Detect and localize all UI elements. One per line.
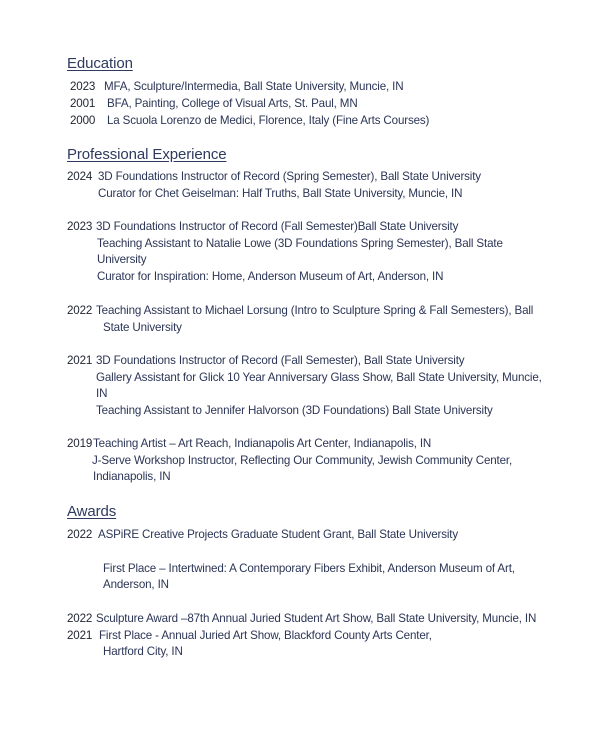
awards-entry: ASPiRE Creative Projects Graduate Student Grant, Ball State University [98, 528, 459, 541]
experience-entry: Teaching Assistant to Natalie Lowe (3D Foundations Spring Semester), Ball State [97, 237, 503, 250]
experience-year: 2022 [67, 304, 93, 317]
experience-year: 2024 [67, 170, 93, 183]
awards-entry: First Place – Intertwined: A Contemporary Fibers Exhibit, Anderson Museum of Art, [103, 562, 515, 575]
experience-year: 2021 [67, 354, 93, 367]
experience-year: 2023 [67, 220, 93, 233]
education-year: 2000 [70, 114, 96, 127]
experience-heading: Professional Experience [67, 146, 227, 163]
experience-entry: Curator for Chet Geiselman: Half Truths, Ball State University, Muncie, IN [98, 187, 463, 200]
awards-entry: Anderson, IN [103, 578, 169, 591]
experience-entry: J-Serve Workshop Instructor, Reflecting Our Community, Jewish Community Center, [92, 454, 513, 467]
awards-year: 2022 [67, 612, 93, 625]
awards-heading: Awards [67, 503, 117, 520]
education-entry: MFA, Sculpture/Intermedia, Ball State University, Muncie, IN [104, 80, 404, 93]
education-year: 2023 [70, 80, 96, 93]
education-heading: Education [67, 55, 133, 72]
awards-year: 2021 [67, 629, 93, 642]
awards-entry: First Place - Annual Juried Art Show, Blackford County Arts Center, [99, 629, 432, 642]
experience-entry: IN [96, 387, 108, 400]
experience-entry: State University [103, 321, 182, 334]
awards-entry: Sculpture Award –87th Annual Juried Student Art Show, Ball State University, Muncie, IN [96, 612, 537, 625]
awards-entry: Hartford City, IN [103, 645, 183, 658]
education-entry: BFA, Painting, College of Visual Arts, St. Paul, MN [107, 97, 358, 110]
education-year: 2001 [70, 97, 96, 110]
experience-year: 2019 [67, 437, 93, 450]
experience-entry: 3D Foundations Instructor of Record (Fall Semester)Ball State University [96, 220, 459, 233]
experience-entry: Gallery Assistant for Glick 10 Year Anniversary Glass Show, Ball State University, Muncie, [96, 371, 542, 384]
experience-entry: Teaching Assistant to Jennifer Halvorson (3D Foundations) Ball State University [96, 404, 493, 417]
education-entry: La Scuola Lorenzo de Medici, Florence, Italy (Fine Arts Courses) [107, 114, 430, 127]
experience-entry: Teaching Artist – Art Reach, Indianapolis Art Center, Indianapolis, IN [93, 437, 432, 450]
experience-entry: Teaching Assistant to Michael Lorsung (Intro to Sculpture Spring & Fall Semesters), Ball [96, 304, 534, 317]
experience-entry: Indianapolis, IN [93, 470, 171, 483]
experience-entry: 3D Foundations Instructor of Record (Spring Semester), Ball State University [98, 170, 481, 183]
experience-entry: Curator for Inspiration: Home, Anderson Museum of Art, Anderson, IN [97, 270, 444, 283]
experience-entry: 3D Foundations Instructor of Record (Fall Semester), Ball State University [96, 354, 465, 367]
experience-entry: University [97, 253, 147, 266]
awards-year: 2022 [67, 528, 93, 541]
